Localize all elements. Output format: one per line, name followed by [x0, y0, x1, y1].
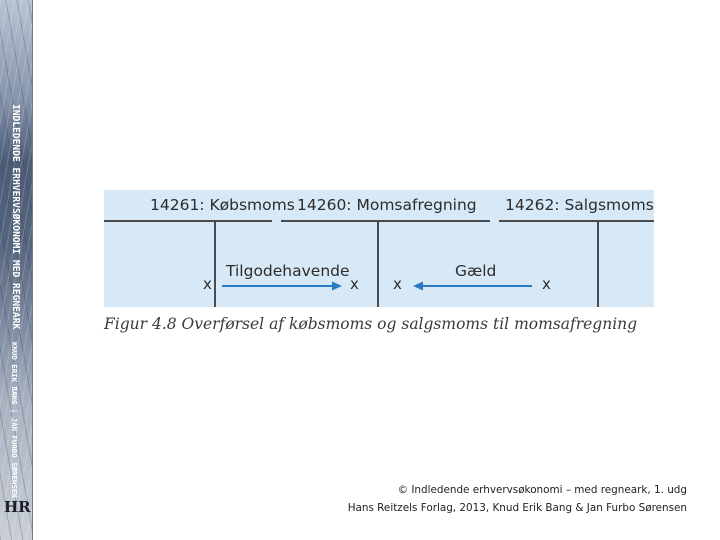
arrow-to-momsafregning-credit: [413, 282, 532, 291]
transfer-label-gaeld: Gæld: [455, 262, 497, 280]
entry-marker-momsafregning-debit: x: [350, 275, 359, 293]
transfer-arrows: [104, 190, 654, 307]
book-spine-image: [0, 0, 33, 540]
account-title-kobsmoms: 14261: Købsmoms: [150, 196, 295, 214]
publisher-logo: HR: [4, 498, 31, 516]
account-title-salgsmoms: 14262: Salgsmoms: [505, 196, 654, 214]
copyright-line-2: Hans Reitzels Forlag, 2013, Knud Erik Bang & Jan Furbo Sørensen: [347, 502, 687, 514]
transfer-label-tilgodehavende: Tilgodehavende: [226, 262, 350, 280]
figure-caption: Figur 4.8 Overførsel af købsmoms og salgsmoms til momsafregning: [104, 315, 638, 333]
arrow-to-momsafregning-debit: [222, 282, 342, 291]
entry-marker-momsafregning-credit: x: [393, 275, 402, 293]
entry-marker-kobsmoms: x: [203, 275, 212, 293]
copyright-footer: [348, 481, 687, 517]
account-title-momsafregning: 14260: Momsafregning: [297, 196, 477, 214]
spine-authors: KNUD ERIK BANG | JAN FURBO SØRENSEN: [10, 342, 19, 498]
t-account-diagram: [104, 190, 654, 307]
copyright-line-1: © Indledende erhvervsøkonomi – med regneark, 1. udg: [397, 484, 687, 496]
entry-marker-salgsmoms: x: [542, 275, 551, 293]
spine-title: INDLEDENDE ERHVERVSØKONOMI MED REGNEARK: [10, 104, 21, 330]
